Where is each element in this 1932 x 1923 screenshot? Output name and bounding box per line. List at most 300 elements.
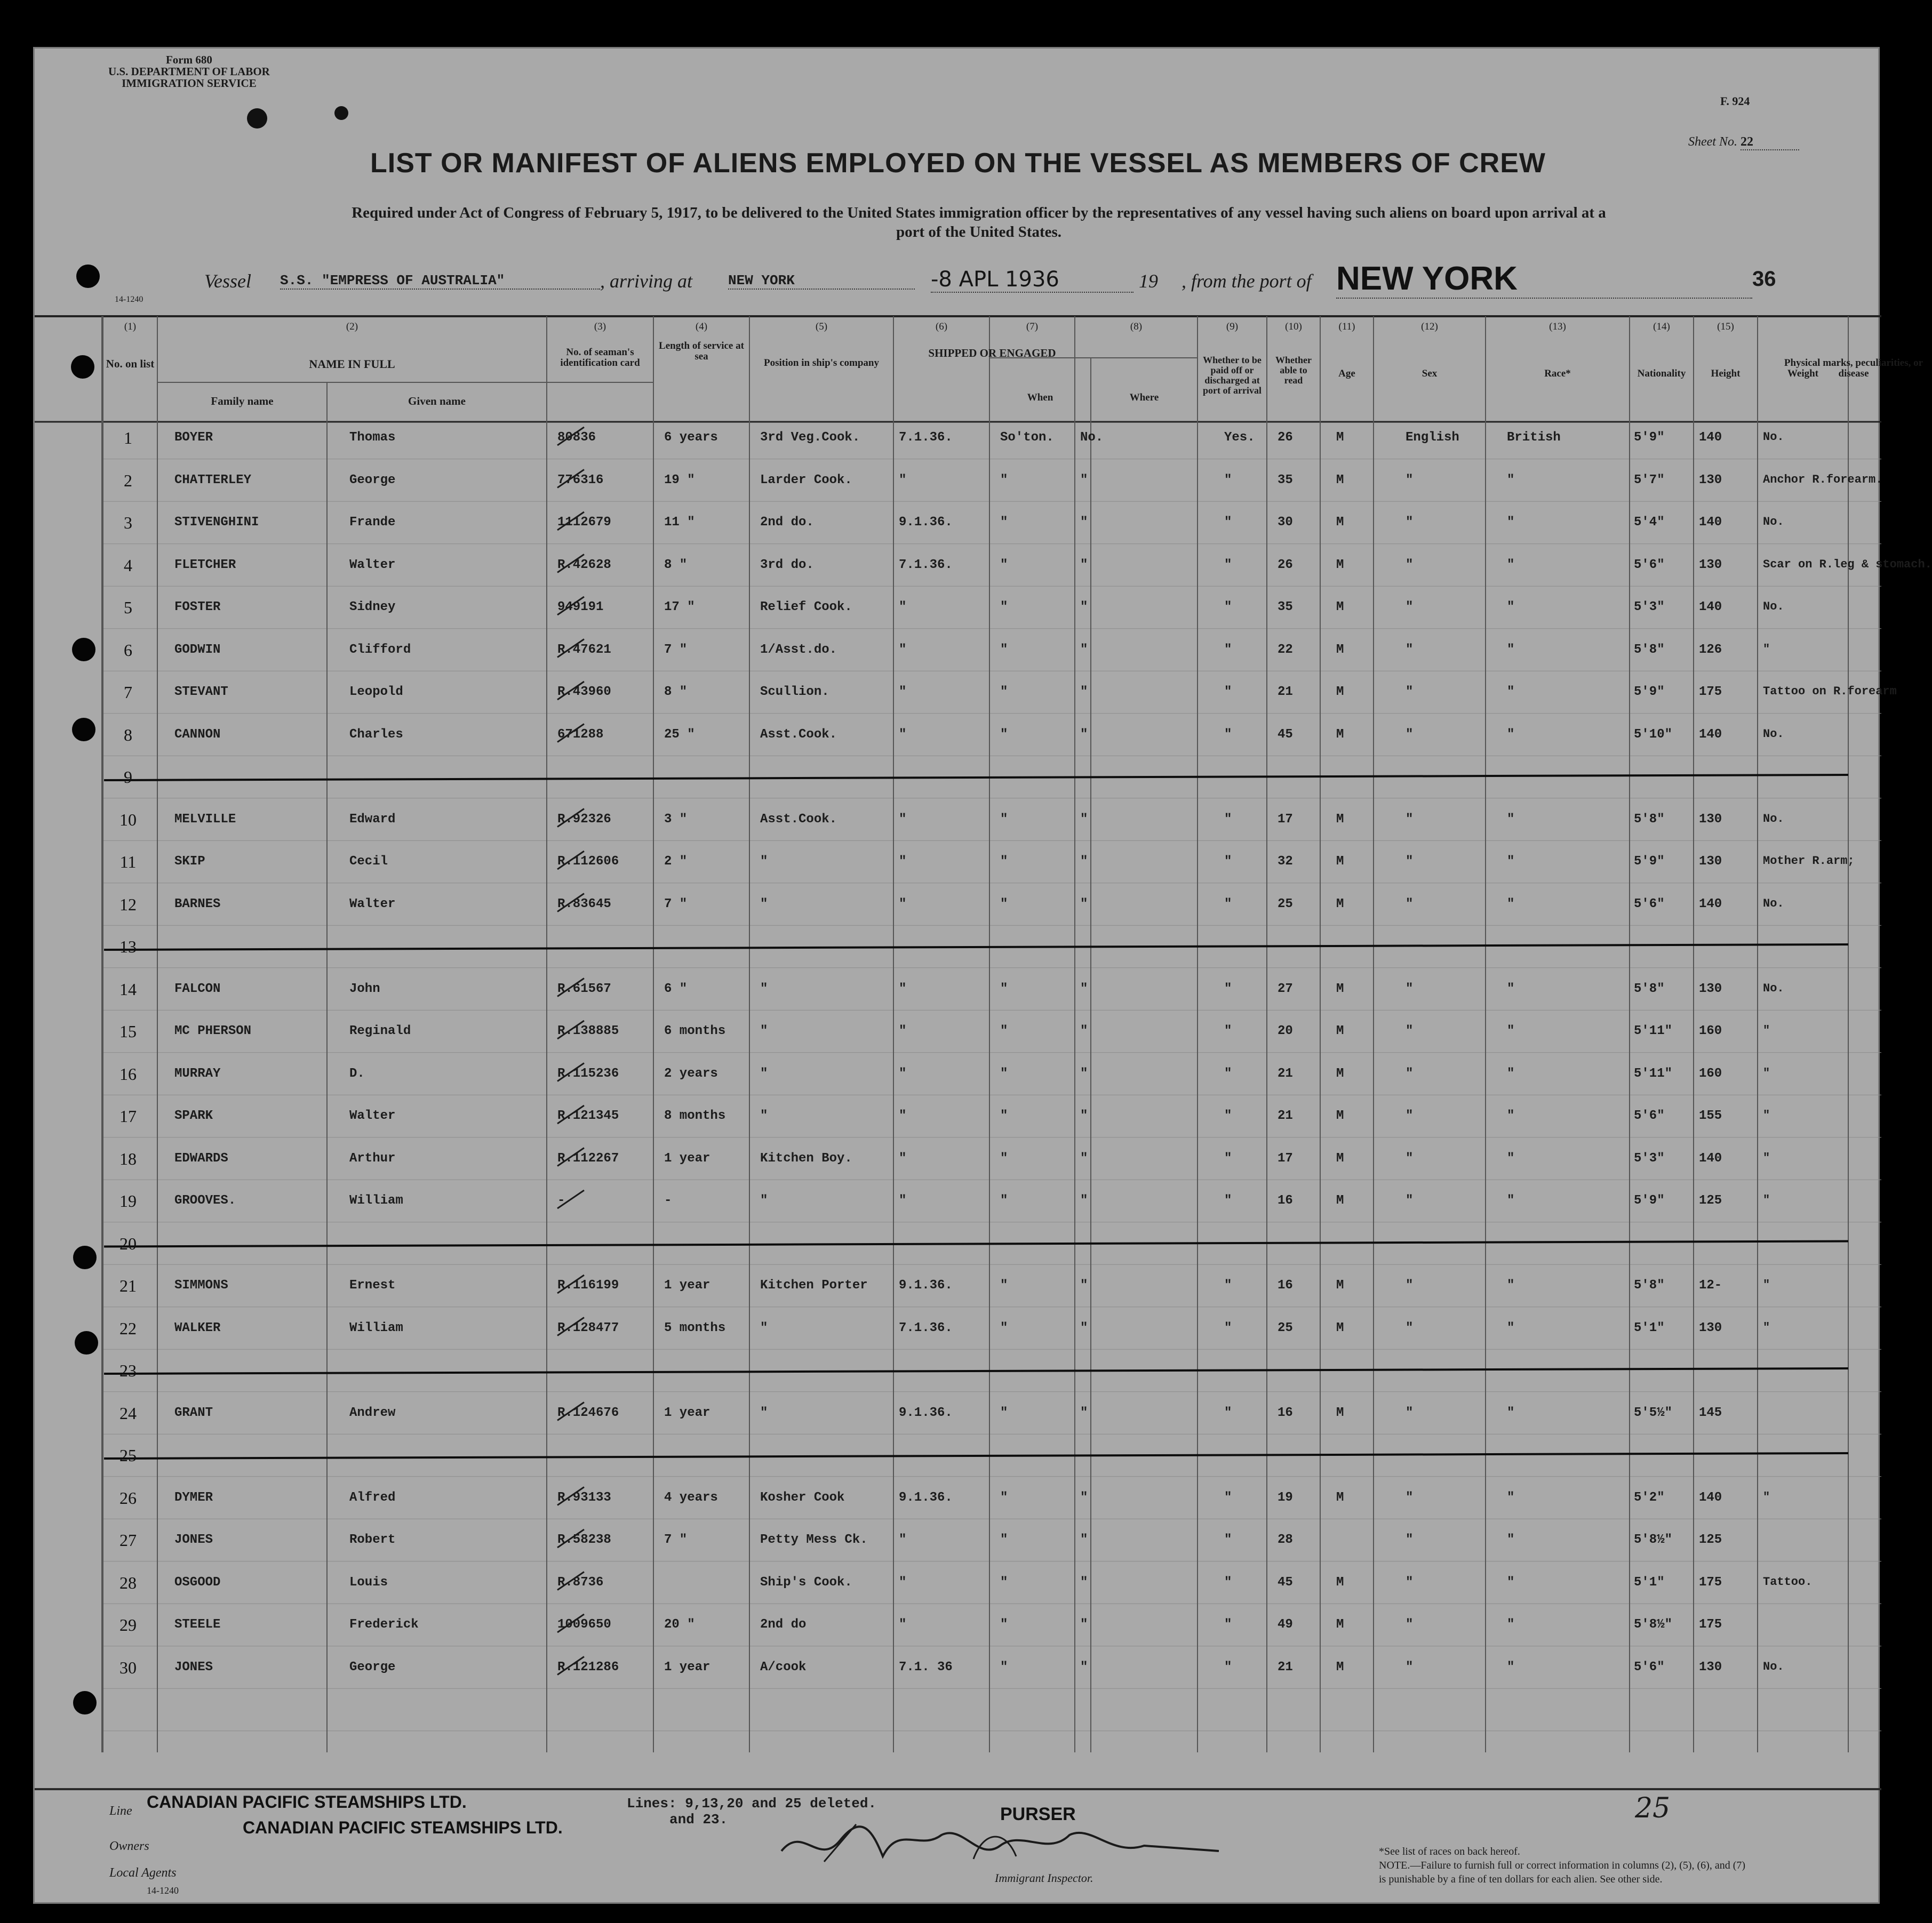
- shipped-where-cell: ": [1000, 1193, 1008, 1208]
- able-to-read-cell: ": [1224, 515, 1232, 530]
- race-cell: ": [1406, 1320, 1414, 1335]
- nationality-cell: ": [1507, 1151, 1515, 1166]
- position-cell: ": [760, 1320, 768, 1335]
- physical-marks-cell: ": [1763, 1278, 1770, 1292]
- id-card-cell: R.47621: [557, 642, 611, 657]
- line-label: Line: [109, 1804, 132, 1818]
- given-name-cell: D.: [349, 1066, 365, 1081]
- column-number: (13): [1549, 321, 1566, 332]
- paid-off-cell: ": [1080, 515, 1088, 530]
- column-number: (15): [1717, 321, 1734, 332]
- weight-cell: 130: [1699, 854, 1722, 869]
- shipped-where-cell: ": [1000, 1405, 1008, 1420]
- race-cell: ": [1406, 515, 1414, 530]
- id-card-cell: R.116199: [557, 1278, 619, 1293]
- paid-off-cell: ": [1080, 1278, 1088, 1293]
- column-number: (12): [1421, 321, 1438, 332]
- family-name-cell: GRANT: [174, 1405, 213, 1420]
- shipped-where-cell: ": [1000, 472, 1008, 487]
- header-no-on-list: No. on list: [106, 357, 155, 370]
- nationality-cell: ": [1507, 854, 1515, 869]
- sex-cell: M: [1336, 1490, 1344, 1505]
- service-length-cell: 7 ": [664, 1533, 688, 1547]
- paid-off-cell: ": [1080, 1490, 1088, 1505]
- height-cell: 5'4": [1634, 515, 1665, 530]
- weight-cell: 130: [1699, 557, 1722, 572]
- row-number: 6: [124, 640, 132, 660]
- service-length-cell: 19 ": [664, 472, 695, 487]
- height-cell: 5'8": [1634, 812, 1665, 827]
- row-number: 27: [119, 1531, 137, 1550]
- able-to-read-cell: ": [1224, 1490, 1232, 1505]
- family-name-cell: MURRAY: [174, 1066, 221, 1081]
- paid-off-cell: ": [1080, 1575, 1088, 1590]
- able-to-read-cell: ": [1224, 1024, 1232, 1038]
- failure-note: NOTE.—Failure to furnish full or correct information in columns (2), (5), (6), and (7): [1379, 1860, 1746, 1871]
- shipped-where-cell: ": [1000, 812, 1008, 827]
- service-length-cell: 11 ": [664, 515, 695, 530]
- position-cell: Scullion.: [760, 685, 829, 699]
- department-name: U.S. DEPARTMENT OF LABOR: [108, 65, 270, 78]
- age-cell: 21: [1278, 1109, 1293, 1123]
- punch-hole: [73, 1246, 97, 1269]
- height-cell: 5'6": [1634, 1660, 1665, 1674]
- shipped-when-cell: 9.1.36.: [899, 515, 953, 530]
- paid-off-cell: ": [1080, 557, 1088, 572]
- height-cell: 5'6": [1634, 896, 1665, 911]
- race-cell: ": [1406, 812, 1414, 827]
- nationality-cell: British: [1507, 430, 1561, 445]
- paid-off-cell: ": [1080, 472, 1088, 487]
- family-name-cell: GROOVES.: [174, 1193, 236, 1208]
- age-cell: 45: [1278, 1575, 1293, 1590]
- age-cell: 16: [1278, 1405, 1293, 1420]
- punch-hole: [71, 355, 94, 379]
- weight-cell: 160: [1699, 1024, 1722, 1038]
- column-number: (3): [594, 321, 606, 332]
- height-cell: 5'8": [1634, 981, 1665, 996]
- service-length-cell: 1 year: [664, 1278, 710, 1293]
- position-cell: Ship's Cook.: [760, 1575, 852, 1590]
- nationality-cell: ": [1507, 557, 1515, 572]
- service-length-cell: 8 ": [664, 685, 688, 699]
- service-length-cell: 5 months: [664, 1320, 726, 1335]
- height-cell: 5'9": [1634, 430, 1665, 445]
- height-cell: 5'1": [1634, 1320, 1665, 1335]
- inspector-label: Immigrant Inspector.: [995, 1871, 1093, 1885]
- physical-marks-cell: Scar on R.leg & stomach.: [1763, 557, 1932, 571]
- position-cell: ": [760, 981, 768, 996]
- shipped-when-cell: ": [899, 1151, 907, 1166]
- race-cell: ": [1406, 685, 1414, 699]
- nationality-cell: ": [1507, 1278, 1515, 1293]
- physical-marks-cell: No.: [1763, 600, 1784, 613]
- family-name-cell: OSGOOD: [174, 1575, 221, 1590]
- deleted-row-strike: [104, 775, 1848, 780]
- paid-off-cell: ": [1080, 1405, 1088, 1420]
- shipped-when-cell: ": [899, 1066, 907, 1081]
- physical-marks-cell: No.: [1763, 727, 1784, 741]
- shipped-where-cell: ": [1000, 854, 1008, 869]
- shipped-when-cell: ": [899, 1193, 907, 1208]
- weight-cell: 140: [1699, 430, 1722, 445]
- physical-marks-cell: ": [1763, 1109, 1770, 1122]
- able-to-read-cell: ": [1224, 600, 1232, 614]
- shipped-when-cell: ": [899, 642, 907, 657]
- shipped-when-cell: ": [899, 1533, 907, 1547]
- position-cell: ": [760, 1024, 768, 1038]
- family-name-cell: FLETCHER: [174, 557, 236, 572]
- sex-cell: M: [1336, 1024, 1344, 1038]
- able-to-read-cell: ": [1224, 557, 1232, 572]
- age-cell: 35: [1278, 472, 1293, 487]
- column-number: (6): [935, 321, 948, 332]
- shipped-where-cell: So'ton.: [1000, 430, 1054, 445]
- age-cell: 45: [1278, 727, 1293, 742]
- nationality-cell: ": [1507, 1320, 1515, 1335]
- sex-cell: M: [1336, 642, 1344, 657]
- physical-marks-cell: No.: [1763, 430, 1784, 444]
- physical-marks-cell: Anchor R.forearm.: [1763, 472, 1883, 486]
- position-cell: Asst.Cook.: [760, 727, 837, 742]
- weight-cell: 160: [1699, 1066, 1722, 1081]
- able-to-read-cell: ": [1224, 812, 1232, 827]
- punch-hole: [73, 1691, 97, 1714]
- family-name-cell: FALCON: [174, 981, 221, 996]
- header-shipped-engaged: SHIPPED OR ENGAGED: [928, 347, 1056, 359]
- shipped-where-cell: ": [1000, 1575, 1008, 1590]
- sex-cell: M: [1336, 1575, 1344, 1590]
- shipped-when-cell: 9.1.36.: [899, 1278, 953, 1293]
- row-number: 30: [119, 1657, 137, 1677]
- subtitle-line-1: Required under Act of Congress of February 5, 1917, to be delivered to the United States immigration officer by the representatives of any vessel having such aliens on board upon arrival at a: [352, 204, 1606, 221]
- race-cell: ": [1406, 1109, 1414, 1123]
- inspector-signature: [771, 1814, 1240, 1872]
- given-name-cell: Leopold: [349, 685, 403, 699]
- weight-cell: 130: [1699, 812, 1722, 827]
- column-number: (1): [124, 321, 137, 332]
- age-cell: 19: [1278, 1490, 1293, 1505]
- row-number: 29: [119, 1615, 137, 1634]
- height-cell: 5'1": [1634, 1575, 1665, 1590]
- paid-off-cell: ": [1080, 1320, 1088, 1335]
- given-name-cell: Walter: [349, 1109, 396, 1123]
- shipped-where-cell: ": [1000, 1660, 1008, 1674]
- header-when: When: [1027, 392, 1053, 403]
- family-name-cell: STEVANT: [174, 685, 228, 699]
- given-name-cell: Walter: [349, 557, 396, 572]
- family-name-cell: SIMMONS: [174, 1278, 228, 1293]
- position-cell: Kitchen Boy.: [760, 1151, 852, 1166]
- sex-cell: M: [1336, 1193, 1344, 1208]
- shipped-when-cell: ": [899, 1024, 907, 1038]
- able-to-read-cell: ": [1224, 1109, 1232, 1123]
- weight-cell: 126: [1699, 642, 1722, 657]
- paid-off-cell: ": [1080, 1024, 1088, 1038]
- height-cell: 5'11": [1634, 1024, 1673, 1038]
- service-name: IMMIGRATION SERVICE: [122, 77, 257, 90]
- age-cell: 27: [1278, 981, 1293, 996]
- service-length-cell: 3 ": [664, 812, 688, 827]
- header-given-name: Given name: [408, 395, 466, 407]
- header-weight: Weight: [1787, 368, 1819, 379]
- age-cell: 20: [1278, 1024, 1293, 1038]
- nationality-cell: ": [1507, 1533, 1515, 1547]
- race-cell: ": [1406, 642, 1414, 657]
- age-cell: 21: [1278, 1066, 1293, 1081]
- shipped-when-cell: ": [899, 1575, 907, 1590]
- column-number: (2): [346, 321, 358, 332]
- shipped-where-cell: ": [1000, 1533, 1008, 1547]
- id-card-cell: R.124676: [557, 1405, 619, 1420]
- shipped-when-cell: ": [899, 1109, 907, 1123]
- given-name-cell: Walter: [349, 896, 396, 911]
- age-cell: 30: [1278, 515, 1293, 530]
- row-number: 23: [119, 1361, 137, 1380]
- header-nationality: Nationality: [1637, 368, 1686, 379]
- paid-off-cell: ": [1080, 727, 1088, 742]
- paid-off-cell: ": [1080, 1193, 1088, 1208]
- shipped-when-cell: ": [899, 1617, 907, 1632]
- row-number: 4: [124, 555, 132, 575]
- weight-cell: 130: [1699, 472, 1722, 487]
- physical-marks-cell: ": [1763, 1066, 1770, 1080]
- position-cell: ": [760, 1066, 768, 1081]
- service-length-cell: 6 ": [664, 981, 688, 996]
- nationality-cell: ": [1507, 685, 1515, 699]
- given-name-cell: Robert: [349, 1533, 396, 1547]
- family-name-cell: SKIP: [174, 854, 205, 869]
- form-code: F. 924: [1720, 94, 1750, 108]
- race-cell: ": [1406, 1575, 1414, 1590]
- row-number: 21: [119, 1276, 137, 1295]
- shipped-when-cell: ": [899, 981, 907, 996]
- given-name-cell: George: [349, 1660, 396, 1674]
- age-cell: 16: [1278, 1193, 1293, 1208]
- race-cell: English: [1406, 430, 1459, 445]
- given-name-cell: Andrew: [349, 1405, 396, 1420]
- header-age: Age: [1338, 368, 1355, 379]
- age-cell: 26: [1278, 557, 1293, 572]
- header-race: Race*: [1544, 368, 1571, 379]
- weight-cell: 175: [1699, 1575, 1722, 1590]
- row-number: 2: [124, 470, 132, 490]
- sex-cell: M: [1336, 1320, 1344, 1335]
- service-length-cell: -: [664, 1193, 672, 1208]
- sex-cell: M: [1336, 1660, 1344, 1674]
- able-to-read-cell: ": [1224, 1405, 1232, 1420]
- header-where: Where: [1129, 392, 1159, 403]
- shipped-where-cell: ": [1000, 642, 1008, 657]
- family-name-cell: STEELE: [174, 1617, 221, 1632]
- position-cell: A/cook: [760, 1660, 807, 1674]
- vessel-name: S.S. "EMPRESS OF AUSTRALIA": [280, 273, 600, 290]
- column-number: (14): [1653, 321, 1670, 332]
- physical-marks-cell: No.: [1763, 1660, 1784, 1673]
- height-cell: 5'8": [1634, 642, 1665, 657]
- position-cell: 2nd do: [760, 1617, 807, 1632]
- position-cell: ": [760, 1109, 768, 1123]
- height-cell: 5'6": [1634, 557, 1665, 572]
- row-number: 1: [124, 428, 132, 447]
- race-cell: ": [1406, 981, 1414, 996]
- height-cell: 5'11": [1634, 1066, 1673, 1081]
- paid-off-cell: ": [1080, 981, 1088, 996]
- able-to-read-cell: ": [1224, 1066, 1232, 1081]
- header-sex: Sex: [1422, 368, 1438, 379]
- row-number: 20: [119, 1233, 137, 1253]
- weight-cell: 140: [1699, 727, 1722, 742]
- race-cell: ": [1406, 472, 1414, 487]
- physical-marks-cell: Mother R.arm;: [1763, 854, 1855, 868]
- service-length-cell: 20 ": [664, 1617, 695, 1632]
- able-to-read-cell: ": [1224, 981, 1232, 996]
- sex-cell: M: [1336, 515, 1344, 530]
- paid-off-cell: ": [1080, 1151, 1088, 1166]
- race-cell: ": [1406, 854, 1414, 869]
- given-name-cell: Charles: [349, 727, 403, 742]
- family-name-cell: BOYER: [174, 430, 213, 445]
- weight-cell: 175: [1699, 1617, 1722, 1632]
- given-name-cell: Reginald: [349, 1024, 411, 1038]
- sex-cell: M: [1336, 1405, 1344, 1420]
- physical-marks-cell: No.: [1763, 812, 1784, 826]
- footer-divider: [35, 1788, 1881, 1790]
- row-number: 25: [119, 1446, 137, 1465]
- shipped-where-cell: ": [1000, 1278, 1008, 1293]
- column-number: (10): [1285, 321, 1302, 332]
- position-cell: Kosher Cook: [760, 1490, 845, 1505]
- service-length-cell: 8 ": [664, 557, 688, 572]
- punch-hole: [75, 1331, 98, 1355]
- id-card-cell: R.128477: [557, 1320, 619, 1335]
- id-card-cell: 949191: [557, 600, 604, 614]
- able-to-read-cell: ": [1224, 896, 1232, 911]
- height-cell: 5'3": [1634, 600, 1665, 614]
- age-cell: 25: [1278, 896, 1293, 911]
- from-port: NEW YORK: [1336, 260, 1752, 299]
- shipped-when-cell: 7.1.36.: [899, 430, 953, 445]
- header-able-to-read: Whether able to read: [1275, 355, 1312, 386]
- id-card-cell: 1009650: [557, 1617, 611, 1632]
- paid-off-cell: ": [1080, 1533, 1088, 1547]
- race-cell: ": [1406, 1490, 1414, 1505]
- shipped-when-cell: ": [899, 600, 907, 614]
- age-cell: 21: [1278, 1660, 1293, 1674]
- sex-cell: M: [1336, 981, 1344, 996]
- paid-off-cell: ": [1080, 685, 1088, 699]
- service-length-cell: 1 year: [664, 1405, 710, 1420]
- purser-stamp: PURSER: [1000, 1804, 1076, 1824]
- sheet-number: 22: [1741, 135, 1799, 150]
- height-cell: 5'6": [1634, 1109, 1665, 1123]
- owners-label: Owners: [109, 1839, 149, 1853]
- year-prefix: 19: [1139, 270, 1158, 292]
- position-cell: ": [760, 896, 768, 911]
- punch-hole: [76, 265, 100, 288]
- weight-cell: 145: [1699, 1405, 1722, 1420]
- family-name-cell: SPARK: [174, 1109, 213, 1123]
- sex-cell: M: [1336, 430, 1344, 445]
- physical-marks-cell: Tattoo on R.forearm: [1763, 685, 1897, 698]
- given-name-cell: Ernest: [349, 1278, 396, 1293]
- service-length-cell: 17 ": [664, 600, 695, 614]
- given-name-cell: Alfred: [349, 1490, 396, 1505]
- nationality-cell: ": [1507, 600, 1515, 614]
- nationality-cell: ": [1507, 1109, 1515, 1123]
- nationality-cell: ": [1507, 812, 1515, 827]
- form-number: Form 680: [165, 53, 212, 66]
- id-card-cell: 1112679: [557, 515, 611, 530]
- height-cell: 5'8½": [1634, 1533, 1673, 1547]
- deleted-row-strike: [104, 944, 1848, 950]
- weight-cell: 130: [1699, 1660, 1722, 1674]
- physical-marks-cell: No.: [1763, 515, 1784, 528]
- position-cell: 3rd do.: [760, 557, 814, 572]
- race-cell: ": [1406, 1024, 1414, 1038]
- shipped-when-cell: ": [899, 854, 907, 869]
- row-number: 5: [124, 598, 132, 617]
- column-number: (8): [1130, 321, 1143, 332]
- agents-label: Local Agents: [109, 1866, 177, 1880]
- race-cell: ": [1406, 1405, 1414, 1420]
- weight-cell: 140: [1699, 896, 1722, 911]
- given-name-cell: Clifford: [349, 642, 411, 657]
- header-name-in-full: NAME IN FULL: [309, 357, 395, 371]
- height-cell: 5'5½": [1634, 1405, 1673, 1420]
- column-number: (9): [1226, 321, 1239, 332]
- position-cell: Kitchen Porter: [760, 1278, 868, 1293]
- nationality-cell: ": [1507, 515, 1515, 530]
- header-position: Position in ship's company: [764, 357, 879, 368]
- sex-cell: M: [1336, 557, 1344, 572]
- weight-cell: 175: [1699, 685, 1722, 699]
- race-cell: ": [1406, 1533, 1414, 1547]
- row-number: 9: [124, 767, 132, 787]
- able-to-read-cell: ": [1224, 642, 1232, 657]
- service-length-cell: 4 years: [664, 1490, 718, 1505]
- sex-cell: M: [1336, 896, 1344, 911]
- id-card-cell: R.112267: [557, 1151, 619, 1166]
- owners-value: CANADIAN PACIFIC STEAMSHIPS LTD.: [243, 1818, 563, 1837]
- row-number: 19: [119, 1191, 137, 1211]
- nationality-cell: ": [1507, 1575, 1515, 1590]
- nationality-cell: ": [1507, 472, 1515, 487]
- given-name-cell: Frande: [349, 515, 396, 530]
- sex-cell: M: [1336, 854, 1344, 869]
- row-number: 12: [119, 894, 137, 914]
- age-cell: 25: [1278, 1320, 1293, 1335]
- deleted-lines-note: Lines: 9,13,20 and 25 deleted.: [627, 1796, 877, 1812]
- row-number: 3: [124, 513, 132, 532]
- id-card-cell: R.115236: [557, 1066, 619, 1081]
- position-cell: ": [760, 854, 768, 869]
- nationality-cell: ": [1507, 1490, 1515, 1505]
- nationality-cell: ": [1507, 1193, 1515, 1208]
- race-cell: ": [1406, 557, 1414, 572]
- shipped-where-cell: ": [1000, 685, 1008, 699]
- able-to-read-cell: ": [1224, 1320, 1232, 1335]
- able-to-read-cell: ": [1224, 854, 1232, 869]
- id-card-cell: -: [557, 1193, 565, 1208]
- alien-count: 25: [1635, 1792, 1671, 1824]
- sheet-label: Sheet No.: [1688, 135, 1737, 149]
- height-cell: 5'3": [1634, 1151, 1665, 1166]
- height-cell: 5'2": [1634, 1490, 1665, 1505]
- arriving-port: NEW YORK: [728, 273, 915, 290]
- row-number: 16: [119, 1064, 137, 1084]
- race-cell: ": [1406, 727, 1414, 742]
